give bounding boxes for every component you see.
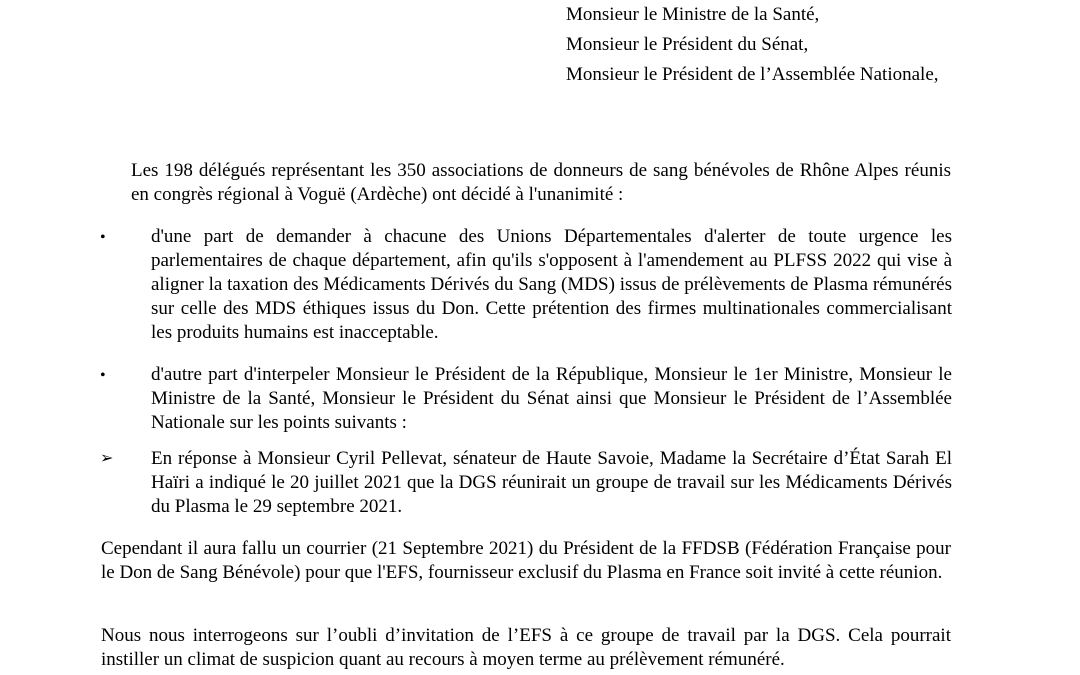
intro-paragraph: Les 198 délégués représentant les 350 associations de donneurs de sang bénévoles de Rhône Alpes réunis en congrès régional à Voguë (Ardèche) ont décidé à l'unanimité :: [131, 160, 951, 205]
bullet-text-first: d'une part de demander à chacune des Unions Départementales d'alerter de toute urgence les parlementaires de chaque département, afin qu'ils s'opposent à l'amendement au PLFSS 2022 qui vise à aligner la taxation des Médicaments Dérivés du Sang (MDS) issus de prélèvements de Plasma rémunérés sur celle des MDS éthiques issus du Don. Cette prétention des firmes multinationales commercialisant les produits humains est inacceptable.: [151, 226, 952, 343]
bullet-text-second: d'autre part d'interpeler Monsieur le Président de la République, Monsieur le 1er Ministre, Monsieur le Ministre de la Santé, Monsieur le Président du Sénat ainsi que Monsieur le Président de l’Assemblée Nationale sur les points suivants :: [151, 364, 952, 433]
addressee-minister-health: Monsieur le Ministre de la Santé,: [566, 4, 820, 25]
arrow-item: [100, 447, 952, 519]
addressee-assembly-president: Monsieur le Président de l’Assemblée Nationale,: [566, 64, 939, 85]
bullet-icon: [100, 363, 120, 388]
bullet-icon: [100, 225, 120, 250]
bullet-item-second: [100, 363, 952, 435]
addressee-senate-president: Monsieur le Président du Sénat,: [566, 34, 809, 55]
bullet-item-first: [100, 225, 952, 345]
addressee-list: [566, 3, 939, 93]
arrow-item-text: En réponse à Monsieur Cyril Pellevat, sénateur de Haute Savoie, Madame la Secrétaire d’État Sarah El Haïri a indiqué le 20 juillet 2021 que la DGS réunirait un groupe de travail sur les Médicaments Dérivés du Plasma le 29 septembre 2021.: [151, 448, 952, 517]
paragraph-cependant: Cependant il aura fallu un courrier (21 Septembre 2021) du Président de la FFDSB (Fédération Française pour le Don de Sang Bénévole) pour que l'EFS, fournisseur exclusif du Plasma en France soit invité à cette réunion.: [101, 538, 951, 583]
paragraph-interrogeons: Nous nous interrogeons sur l’oubli d’invitation de l’EFS à ce groupe de travail par la DGS. Cela pourrait instiller un climat de suspicion quant au recours à moyen terme au prélèvement rémunéré.: [101, 625, 951, 670]
arrow-bullet-icon: ➢: [100, 450, 114, 467]
